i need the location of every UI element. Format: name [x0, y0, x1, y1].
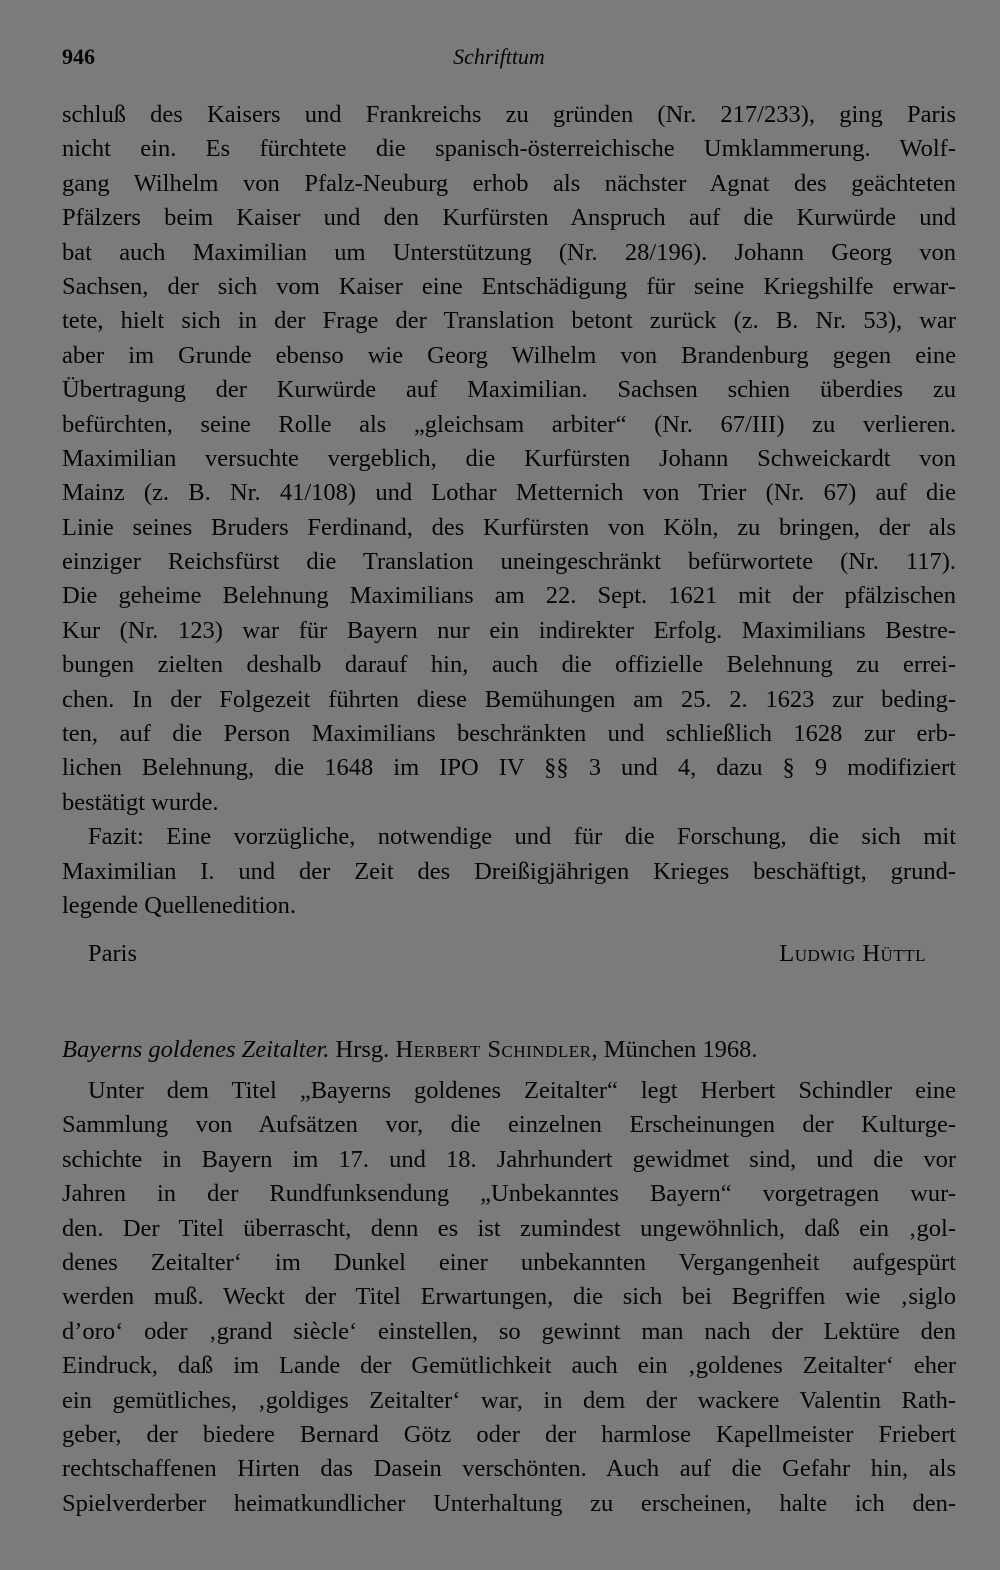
signature-place: Paris: [88, 940, 137, 967]
text-line: lichen Belehnung, die 1648 im IPO IV §§ 3 und 4, dazu § 9 modifiziert: [62, 754, 956, 782]
text-line: einziger Reichsfürst die Translation uneingeschränkt befürwortete (Nr. 117).: [62, 548, 956, 576]
text-line: rechtschaffenen Hirten das Dasein verschönten. Auch auf die Gefahr hin, als: [62, 1455, 956, 1483]
book-title: Bayerns goldenes Zeitalter.: [62, 1036, 330, 1063]
text-line: Maximilian I. und der Zeit des Dreißigjährigen Krieges beschäftigt, grund-: [62, 857, 956, 885]
text-line: tete, hielt sich in der Frage der Translation betont zurück (z. B. Nr. 53), war: [62, 307, 956, 335]
text-line: Fazit: Eine vorzügliche, notwendige und für die Forschung, die sich mit: [88, 823, 956, 851]
text-line: Übertragung der Kurwürde auf Maximilian. Sachsen schien überdies zu: [62, 376, 956, 404]
citation-publication: , München 1968.: [591, 1036, 758, 1063]
signature-author: Ludwig Hüttl: [779, 940, 926, 967]
text-line: ten, auf die Person Maximilians beschränkten und schließlich 1628 zur erb-: [62, 720, 956, 748]
review-2-body: [62, 1074, 956, 1521]
text-line: Mainz (z. B. Nr. 41/108) und Lothar Metternich von Trier (Nr. 67) auf die: [62, 479, 956, 507]
text-line: Jahren in der Rundfunksendung „Unbekanntes Bayern“ vorgetragen wur-: [62, 1180, 956, 1208]
text-line: Spielverderber heimatkundlicher Unterhaltung zu erscheinen, halte ich den-: [62, 1489, 956, 1517]
text-line: bat auch Maximilian um Unterstützung (Nr. 28/196). Johann Georg von: [62, 238, 956, 266]
text-line: befürchten, seine Rolle als „gleichsam arbiter“ (Nr. 67/III) zu verlieren.: [62, 410, 956, 438]
text-line: Sachsen, der sich vom Kaiser eine Entschädigung für seine Kriegshilfe erwar-: [62, 272, 956, 300]
review-2-citation: [62, 1032, 956, 1068]
text-line: Eindruck, daß im Lande der Gemütlichkeit auch ein ‚goldenes Zeitalter‘ eher: [62, 1352, 956, 1380]
text-line: Kur (Nr. 123) war für Bayern nur ein indirekter Erfolg. Maximilians Bestre-: [62, 616, 956, 644]
text-line: Sammlung von Aufsätzen vor, die einzelnen Erscheinungen der Kulturge-: [62, 1111, 956, 1139]
text-line: denes Zeitalter‘ im Dunkel einer unbekannten Vergangenheit aufgespürt: [62, 1248, 956, 1276]
text-line: den. Der Titel überrascht, denn es ist zumindest ungewöhnlich, daß ein ‚gol-: [62, 1214, 956, 1242]
text-line: Unter dem Titel „Bayerns goldenes Zeitalter“ legt Herbert Schindler eine: [88, 1077, 956, 1104]
text-line: werden muß. Weckt der Titel Erwartungen, die sich bei Begriffen wie ‚siglo: [62, 1283, 956, 1311]
book-editor: Herbert Schindler: [395, 1036, 592, 1063]
text-line: schichte in Bayern im 17. und 18. Jahrhundert gewidmet sind, und die vor: [62, 1145, 956, 1173]
review-signature: [88, 936, 926, 972]
page-number: 946: [62, 44, 95, 69]
text-line: gang Wilhelm von Pfalz-Neuburg erhob als nächster Agnat des geächteten: [62, 169, 956, 197]
text-line: legende Quellenedition.: [62, 891, 297, 919]
text-line: chen. In der Folgezeit führten diese Bemühungen am 25. 2. 1623 zur beding-: [62, 685, 956, 713]
text-line: geber, der biedere Bernard Götz oder der harmlose Kapellmeister Friebert: [62, 1420, 956, 1448]
text-line: Linie seines Bruders Ferdinand, des Kurfürsten von Köln, zu bringen, der als: [62, 513, 956, 541]
text-line: Maximilian versuchte vergeblich, die Kurfürsten Johann Schweickardt von: [62, 444, 956, 472]
text-line: ein gemütliches, ‚goldiges Zeitalter‘ war, in dem der wackere Valentin Rath-: [62, 1386, 956, 1414]
review-1-body: [62, 98, 956, 923]
text-line: schluß des Kaisers und Frankreichs zu gründen (Nr. 217/233), ging Paris: [62, 101, 956, 128]
running-head: Schrifttum: [453, 44, 545, 69]
text-line: nicht ein. Es fürchtete die spanisch-österreichische Umklammerung. Wolf-: [62, 135, 956, 163]
page-header: [62, 44, 936, 74]
text-line: Pfälzers beim Kaiser und den Kurfürsten Anspruch auf die Kurwürde und: [62, 204, 956, 232]
text-line: bestätigt wurde.: [62, 788, 219, 816]
text-line: d’oro‘ oder ‚grand siècle‘ einstellen, so gewinnt man nach der Lektüre den: [62, 1317, 956, 1345]
citation-hrsg: Hrsg.: [329, 1036, 396, 1063]
text-line: aber im Grunde ebenso wie Georg Wilhelm von Brandenburg gegen eine: [62, 341, 956, 369]
text-line: Die geheime Belehnung Maximilians am 22. Sept. 1621 mit der pfälzischen: [62, 582, 956, 610]
text-line: bungen zielten deshalb darauf hin, auch die offizielle Belehnung zu errei-: [62, 651, 956, 679]
